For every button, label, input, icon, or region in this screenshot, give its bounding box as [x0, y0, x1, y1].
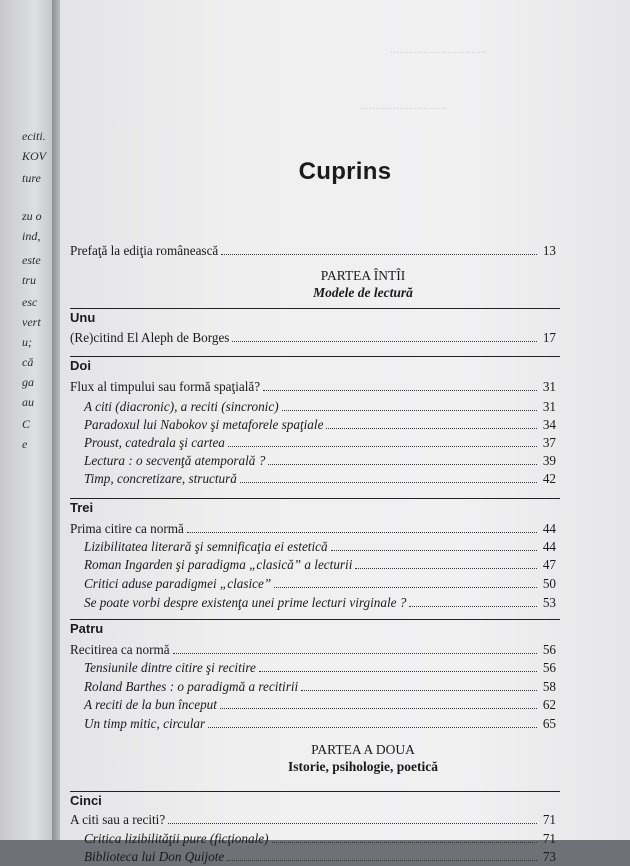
entry-title: Flux al timpului sau formă spaţială? — [70, 379, 261, 394]
toc-subentry — [70, 830, 556, 848]
toc-subentry — [70, 470, 556, 488]
facing-page-text: esc — [22, 295, 38, 309]
entry-title: Prima citire ca normă — [70, 521, 184, 536]
entry-title: A citi (diacronic), a reciti (sincronic) — [84, 399, 279, 414]
facing-page-text: vert — [22, 315, 41, 329]
facing-page-text: KOV — [22, 149, 46, 163]
entry-title: Biblioteca lui Don Quijote — [84, 849, 225, 864]
entry-title: Lizibilitatea literară şi semnificaţia ei estetică — [84, 539, 328, 554]
toc-entry — [70, 520, 556, 538]
dot-leader — [409, 594, 537, 607]
part-heading: PARTEA ÎNTÎI — [320, 268, 406, 283]
page-number: 13 — [542, 243, 556, 258]
page-number: 73 — [542, 849, 556, 864]
part-subtitle: Istorie, psihologie, poetică — [288, 759, 438, 774]
toc-subentry — [70, 848, 556, 866]
facing-page-text: ture — [22, 171, 41, 185]
facing-page-text: este — [22, 253, 41, 267]
dot-leader — [208, 715, 537, 728]
entry-title: Un timp mitic, circular — [84, 716, 206, 731]
entry-title: Proust, catedrala şi cartea — [84, 435, 225, 450]
entry-title: Roman Ingarden şi paradigma „clasică” a lecturii — [84, 557, 353, 572]
toc-subentry — [70, 594, 556, 612]
section-rule — [70, 356, 560, 357]
entry-title: Prefaţă la ediţia românească — [70, 243, 219, 258]
section-rule — [70, 791, 560, 792]
toc-subentry — [70, 452, 556, 470]
dot-leader — [173, 641, 537, 654]
chapter-heading: Cinci — [70, 793, 102, 808]
toc-entry — [70, 329, 556, 347]
page-number: 44 — [542, 539, 556, 554]
dot-leader — [268, 452, 537, 465]
page-number: 44 — [542, 521, 556, 536]
toc-subentry — [70, 696, 556, 714]
dot-leader — [301, 678, 537, 691]
page-number: 39 — [542, 453, 556, 468]
facing-page-text: că — [22, 355, 34, 369]
dot-leader — [331, 538, 537, 551]
toc-subentry — [70, 659, 556, 677]
toc-subentry — [70, 538, 556, 556]
dot-leader — [272, 830, 538, 843]
dot-leader — [274, 575, 537, 588]
entry-title: Lectura : o secvenţă atemporală ? — [84, 453, 266, 468]
toc-subentry — [70, 575, 556, 593]
dot-leader — [168, 811, 537, 824]
toc-subentry — [70, 434, 556, 452]
entry-title: Tensiunile dintre citire şi recitire — [84, 660, 256, 675]
page-number: 17 — [542, 330, 556, 345]
facing-page-text: ind, — [22, 229, 41, 243]
entry-title: Timp, concretizare, structură — [84, 471, 237, 486]
part-heading: PARTEA A DOUA — [311, 742, 415, 757]
part-subtitle: Modele de lectură — [313, 285, 413, 300]
page-number: 47 — [542, 557, 556, 572]
toc-entry — [70, 242, 556, 260]
entry-title: Roland Barthes : o paradigmă a recitirii — [84, 679, 299, 694]
page-number: 56 — [542, 642, 556, 657]
toc-entry — [70, 811, 556, 829]
entry-title: A reciti de la bun început — [84, 697, 217, 712]
chapter-heading: Doi — [70, 358, 91, 373]
toc-subentry — [70, 556, 556, 574]
dot-leader — [326, 416, 537, 429]
facing-page — [0, 0, 58, 840]
page-number: 56 — [542, 660, 556, 675]
dot-leader — [259, 659, 537, 672]
toc-subentry — [70, 398, 556, 416]
toc-subentry — [70, 416, 556, 434]
chapter-heading: Trei — [70, 500, 94, 515]
section-rule — [70, 619, 560, 620]
facing-page-text: ga — [22, 375, 34, 389]
page-number: 71 — [542, 812, 556, 827]
toc-entry — [70, 378, 556, 396]
dot-leader — [221, 242, 537, 255]
facing-page-text: e — [22, 437, 28, 451]
page-number: 58 — [542, 679, 556, 694]
page-number: 65 — [542, 716, 556, 731]
dot-leader — [187, 520, 537, 533]
page-title: Cuprins — [298, 158, 392, 185]
entry-title: Critica lizibilităţii pure (ficţionale) — [84, 831, 269, 846]
toc-subentry — [70, 715, 556, 733]
dot-leader — [232, 329, 537, 342]
entry-title: Critici aduse paradigmei „clasice” — [84, 576, 272, 591]
facing-page-text: eciti. — [22, 129, 46, 143]
dot-leader — [220, 696, 537, 709]
page-number: 62 — [542, 697, 556, 712]
entry-title: (Re)citind El Aleph de Borges — [70, 330, 230, 345]
facing-page-text: tru — [22, 273, 37, 287]
entry-title: Paradoxul lui Nabokov şi metaforele spaţiale — [84, 417, 324, 432]
dot-leader — [227, 848, 537, 861]
page-number: 53 — [542, 595, 556, 610]
toc-entry — [70, 641, 556, 659]
show-through: ................................ — [390, 42, 486, 56]
page-number: 31 — [542, 379, 556, 394]
facing-page-text: zu o — [22, 209, 42, 223]
page-number: 34 — [542, 417, 556, 432]
chapter-heading: Patru — [70, 621, 104, 636]
entry-title: Recitirea ca normă — [70, 642, 170, 657]
dot-leader — [240, 470, 537, 483]
dot-leader — [355, 556, 537, 569]
dot-leader — [282, 398, 537, 411]
facing-page-text: u; — [22, 335, 32, 349]
entry-title: A citi sau a reciti? — [70, 812, 166, 827]
page-number: 50 — [542, 576, 556, 591]
show-through: ............................. — [360, 98, 447, 112]
dot-leader — [228, 434, 537, 447]
section-rule — [70, 498, 560, 499]
page-number: 42 — [542, 471, 556, 486]
page-number: 37 — [542, 435, 556, 450]
facing-page-text: au — [22, 395, 34, 409]
page-number: 71 — [542, 831, 556, 846]
chapter-heading: Unu — [70, 310, 96, 325]
entry-title: Se poate vorbi despre existenţa unei prime lecturi virginale ? — [84, 595, 407, 610]
book-page — [60, 0, 630, 864]
facing-page-text: C — [22, 417, 31, 431]
dot-leader — [263, 378, 537, 391]
page-number: 31 — [542, 399, 556, 414]
toc-subentry — [70, 678, 556, 696]
section-rule — [70, 308, 560, 309]
